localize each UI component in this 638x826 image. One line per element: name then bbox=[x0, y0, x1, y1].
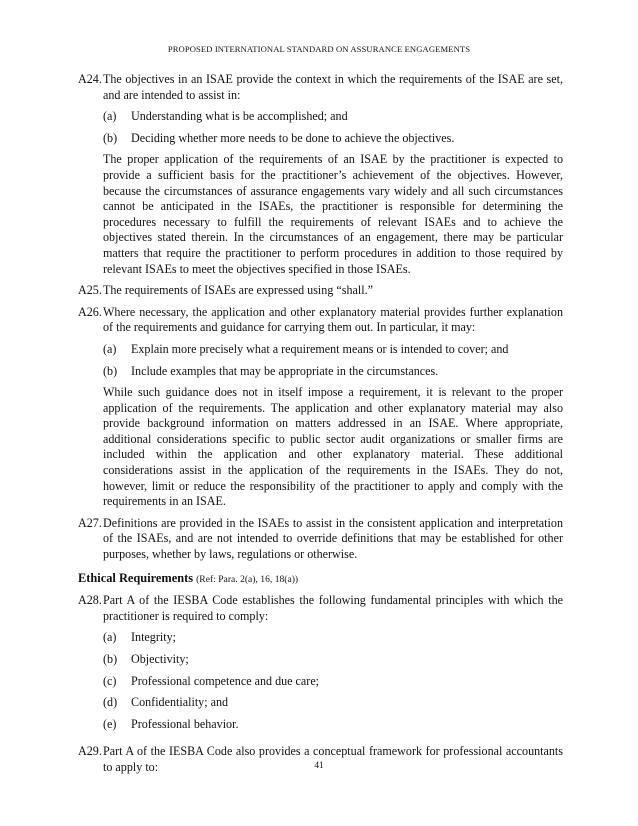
paragraph-number: A26. bbox=[78, 304, 102, 319]
section-reference: (Ref: Para. 2(a), 16, 18(a)) bbox=[196, 573, 299, 585]
list-item bbox=[103, 695, 563, 711]
list-item bbox=[103, 364, 563, 380]
paragraph-body bbox=[103, 593, 563, 738]
item-text: Explain more precisely what a requirement means or is intended to cover; and bbox=[131, 341, 509, 356]
item-text: Include examples that may be appropriate in the circumstances. bbox=[131, 363, 439, 378]
item-list bbox=[103, 109, 563, 146]
paragraph-lead: Part A of the IESBA Code also provides a conceptual framework for professional accountants to apply to: bbox=[103, 744, 563, 774]
item-list bbox=[103, 342, 563, 379]
paragraph-lead: The objectives in an ISAE provide the context in which the requirements of the ISAE are set, and are intended to assist in: bbox=[103, 72, 563, 102]
item-text: Integrity; bbox=[131, 630, 177, 645]
paragraph-a24 bbox=[78, 72, 563, 277]
paragraph-a28 bbox=[78, 593, 563, 738]
item-text: Deciding whether more needs to be done to achieve the objectives. bbox=[131, 130, 455, 145]
paragraph-lead: Where necessary, the application and other explanatory material provides further explanation of the requirements and guidance for carrying them out. In particular, it may: bbox=[103, 304, 563, 335]
list-item bbox=[103, 652, 563, 668]
paragraph-number: A25. bbox=[78, 283, 102, 298]
running-header: PROPOSED INTERNATIONAL STANDARD ON ASSURANCE ENGAGEMENTS bbox=[167, 44, 471, 54]
paragraph-lead: Part A of the IESBA Code establishes the following fundamental principles with which the practitioner is required to comply: bbox=[103, 593, 563, 623]
page-content bbox=[78, 72, 563, 782]
paragraph-number: A28. bbox=[78, 593, 102, 608]
paragraph-number: A29. bbox=[78, 744, 102, 759]
paragraph-a25 bbox=[78, 283, 563, 299]
item-text: Objectivity; bbox=[131, 652, 189, 666]
paragraph-body bbox=[103, 516, 563, 563]
item-text: Professional behavior. bbox=[131, 716, 239, 731]
section-heading bbox=[78, 571, 563, 588]
item-label: (a) bbox=[103, 630, 117, 645]
item-text: Professional competence and due care; bbox=[131, 673, 320, 688]
paragraph-body bbox=[103, 305, 563, 510]
item-label: (d) bbox=[103, 695, 118, 710]
item-label: (b) bbox=[103, 130, 118, 145]
item-label: (e) bbox=[103, 716, 117, 731]
paragraph-body bbox=[103, 283, 563, 299]
item-label: (b) bbox=[103, 652, 118, 666]
list-item bbox=[103, 131, 563, 147]
paragraph-a27 bbox=[78, 516, 563, 563]
paragraph-number: A24. bbox=[78, 72, 102, 86]
paragraph-number: A27. bbox=[78, 515, 102, 530]
item-text: Understanding what is be accomplished; and bbox=[131, 109, 348, 124]
paragraph-text: While such guidance does not in itself impose a requirement, it is relevant to the proper application of the requirements. The application and other explanatory material may also provide background information on matters addressed in an ISAE. Where appropriate, additional considerations specific to public sector audit organizations or smaller firms are included within the application and other explanatory material. These additional considerations assist in the application of the requirements in the ISAEs. They do not, however, limit or reduce the responsibility of the practitioner to apply and comply with the requirements in an ISAE. bbox=[103, 385, 563, 509]
list-item bbox=[103, 342, 563, 358]
section-title: Ethical Requirements bbox=[78, 570, 194, 585]
item-text: Confidentiality; and bbox=[131, 695, 229, 710]
paragraph-lead: Definitions are provided in the ISAEs to assist in the consistent application and interpretation of the ISAEs, and are not intended to override definitions that may be established for other purposes, whether by laws, regulations or otherwise. bbox=[103, 515, 563, 562]
paragraph-a26 bbox=[78, 305, 563, 510]
paragraph-lead: The requirements of ISAEs are expressed using “shall.” bbox=[103, 283, 374, 298]
item-label: (a) bbox=[103, 109, 117, 124]
item-label: (a) bbox=[103, 341, 117, 356]
list-item bbox=[103, 674, 563, 690]
item-label: (c) bbox=[103, 673, 117, 688]
paragraph-text: The proper application of the requirements of an ISAE by the practitioner is expected to provide a sufficient basis for the practitioner’s achievement of the objectives. However, because the circumstances of assurance engagements vary widely and all such circumstances cannot be anticipated in the ISAEs, the practitioner is responsible for determining the procedures necessary to fulfill the requirements of relevant ISAEs and to achieve the objectives stated therein. In the circumstances of an engagement, there may be particular matters that require the practitioner to perform procedures in addition to those required by relevant ISAEs to meet the objectives specified in those ISAEs. bbox=[103, 152, 563, 276]
paragraph-body bbox=[103, 72, 563, 277]
item-label: (b) bbox=[103, 363, 118, 378]
item-list bbox=[103, 630, 563, 732]
list-item bbox=[103, 109, 563, 125]
list-item bbox=[103, 717, 563, 733]
page-number: 41 bbox=[314, 761, 324, 771]
list-item bbox=[103, 630, 563, 646]
